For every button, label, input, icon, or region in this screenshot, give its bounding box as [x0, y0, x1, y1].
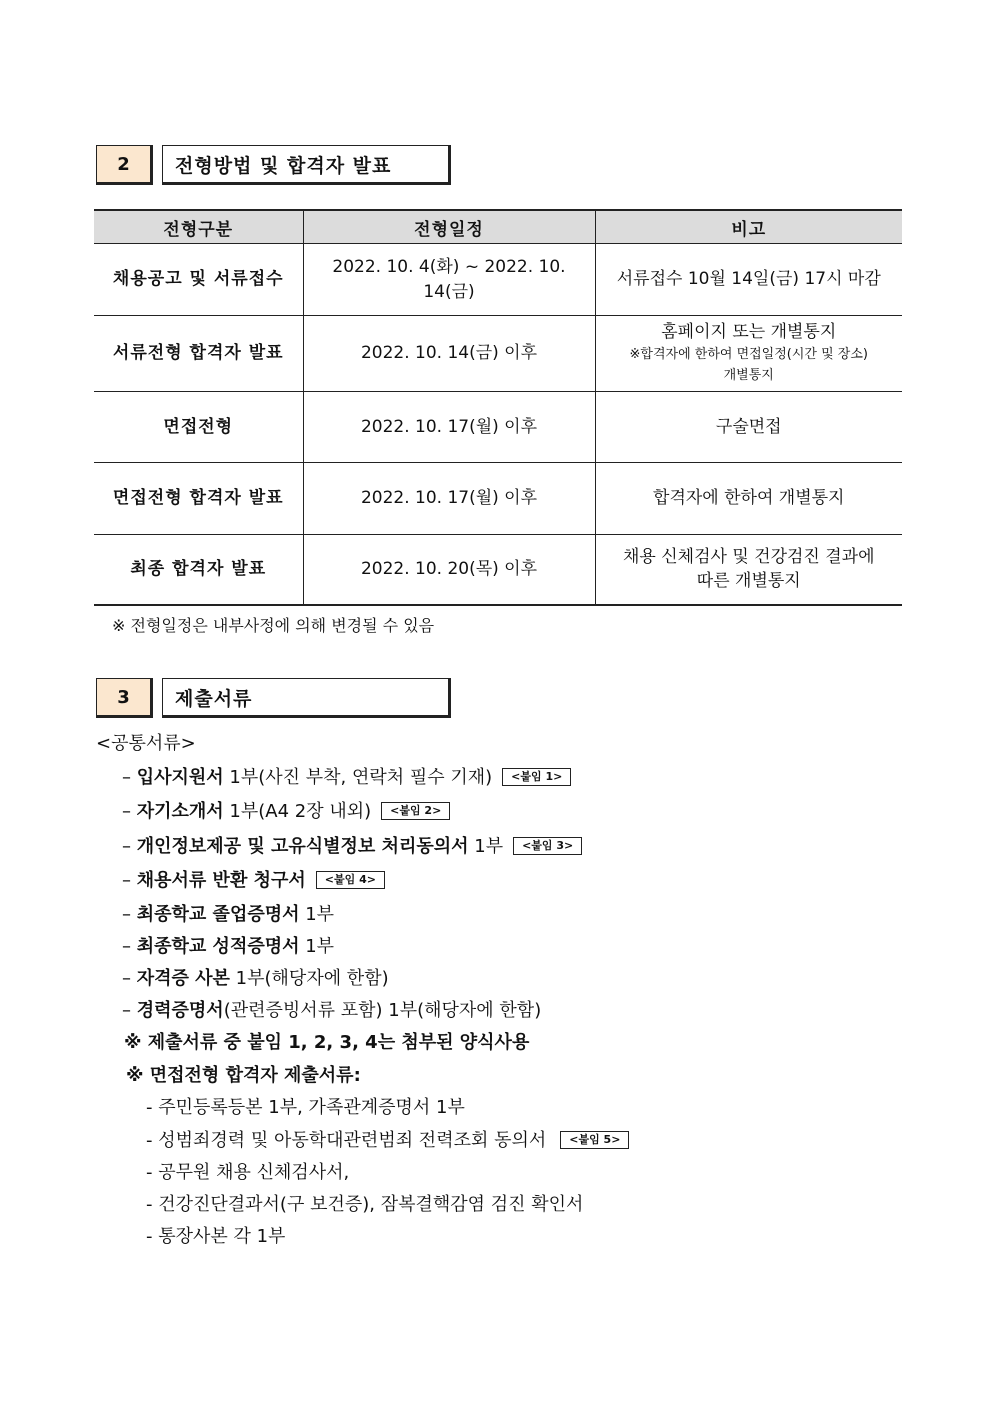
item-detail: 1부: [299, 904, 335, 925]
item-name: 자격증 사본: [136, 968, 230, 989]
note-sub: ※합격자에 한하여 면접일정(시간 및 장소): [629, 347, 868, 363]
stage-cell: 면접전형 합격자 발표: [94, 463, 303, 535]
list-item: [146, 1222, 285, 1248]
stage-cell: 면접전형: [94, 392, 303, 463]
item-detail: 1부: [299, 936, 335, 957]
list-item: [146, 1093, 465, 1119]
note-cell: 서류접수 10월 14일(금) 17시 마감: [595, 244, 902, 316]
item-detail: (관련증빙서류 포함) 1부(해당자에 한함): [223, 1000, 542, 1021]
date-cell: 2022. 10. 14(금) 이후: [303, 316, 595, 392]
date-cell: 2022. 10. 17(월) 이후: [303, 463, 595, 535]
item-name: 최종학교 성적증명서: [136, 936, 300, 957]
attachment-note: ※ 제출서류 중 붙임 1, 2, 3, 4는 첨부된 양식사용: [124, 1032, 530, 1053]
note-main: 따른 개별통지: [696, 571, 801, 592]
item-prefix: –: [122, 904, 137, 925]
section-title: 제출서류: [162, 678, 451, 718]
list-item: [122, 763, 571, 789]
list-item: [146, 1126, 629, 1152]
item-name: 경력증명서: [136, 1000, 224, 1021]
table-row: [94, 463, 902, 535]
item-prefix: –: [122, 968, 137, 989]
column-header: 전형구분: [94, 210, 303, 244]
note-main: 채용 신체검사 및 건강검진 결과에: [622, 546, 875, 567]
note-cell: 합격자에 한하여 개별통지: [595, 463, 902, 535]
list-item: [146, 1158, 349, 1184]
item-prefix: –: [122, 836, 137, 857]
schedule-table: [94, 209, 902, 606]
note-main: 홈페이지 또는 개별통지: [661, 322, 837, 343]
item-name: 자기소개서: [136, 801, 224, 822]
section-number: 2: [96, 145, 153, 185]
column-header: 비고: [595, 210, 902, 244]
list-item: [122, 932, 334, 958]
item-text: - 건강진단결과서(구 보건증), 잠복결핵감염 검진 확인서: [146, 1194, 584, 1215]
item-name: 최종학교 졸업증명서: [136, 904, 300, 925]
section-number: 3: [96, 678, 153, 718]
date-cell: 2022. 10. 17(월) 이후: [303, 392, 595, 463]
item-detail: 1부(해당자에 한함): [229, 968, 389, 989]
note-cell: [595, 316, 902, 392]
list-item: [122, 964, 389, 990]
common-docs-label: <공통서류>: [96, 733, 196, 754]
item-prefix: –: [122, 1000, 137, 1021]
stage-cell: 서류전형 합격자 발표: [94, 316, 303, 392]
stage-cell: 채용공고 및 서류접수: [94, 244, 303, 316]
schedule-footnote: ※ 전형일정은 내부사정에 의해 변경될 수 있음: [112, 616, 435, 635]
item-prefix: –: [122, 870, 137, 891]
list-item: [122, 900, 334, 926]
table-row: [94, 392, 902, 463]
item-prefix: –: [122, 936, 137, 957]
list-item: [122, 797, 450, 823]
table-header-row: [94, 210, 902, 244]
list-item: [122, 996, 541, 1022]
note-sub: 개별통지: [723, 367, 774, 383]
table-row: [94, 244, 902, 316]
list-item: [122, 866, 385, 892]
attachment-tag: <붙임 5>: [560, 1131, 629, 1149]
column-header: 전형일정: [303, 210, 595, 244]
table-row: [94, 316, 902, 392]
item-detail: 1부(A4 2장 내외): [223, 801, 372, 822]
section-title: 전형방법 및 합격자 발표: [162, 145, 451, 185]
date-cell: 2022. 10. 4(화) ~ 2022. 10. 14(금): [303, 244, 595, 316]
item-prefix: –: [122, 801, 137, 822]
attachment-tag: <붙임 3>: [513, 837, 582, 855]
item-text: - 성범죄경력 및 아동학대관련범죄 전력조회 동의서: [146, 1130, 547, 1151]
note-cell: 구술면접: [595, 392, 902, 463]
attachment-tag: <붙임 4>: [316, 871, 385, 889]
interview-docs-label: ※ 면접전형 합격자 제출서류:: [126, 1065, 361, 1086]
stage-cell: 최종 합격자 발표: [94, 535, 303, 605]
item-detail: 1부(사진 부착, 연락처 필수 기재): [223, 767, 493, 788]
item-name: 입사지원서: [136, 767, 224, 788]
item-detail: 1부: [468, 836, 504, 857]
item-name: 개인정보제공 및 고유식별정보 처리동의서: [136, 836, 469, 857]
item-name: 채용서류 반환 청구서: [136, 870, 306, 891]
list-item: [146, 1190, 583, 1216]
date-cell: 2022. 10. 20(목) 이후: [303, 535, 595, 605]
attachment-tag: <붙임 2>: [381, 802, 450, 820]
item-text: - 공무원 채용 신체검사서,: [146, 1162, 350, 1183]
item-prefix: –: [122, 767, 137, 788]
table-row: [94, 535, 902, 605]
item-text: - 통장사본 각 1부: [146, 1226, 286, 1247]
note-cell: [595, 535, 902, 605]
attachment-tag: <붙임 1>: [502, 768, 571, 786]
list-item: [122, 832, 582, 858]
item-text: - 주민등록등본 1부, 가족관계증명서 1부: [146, 1097, 465, 1118]
